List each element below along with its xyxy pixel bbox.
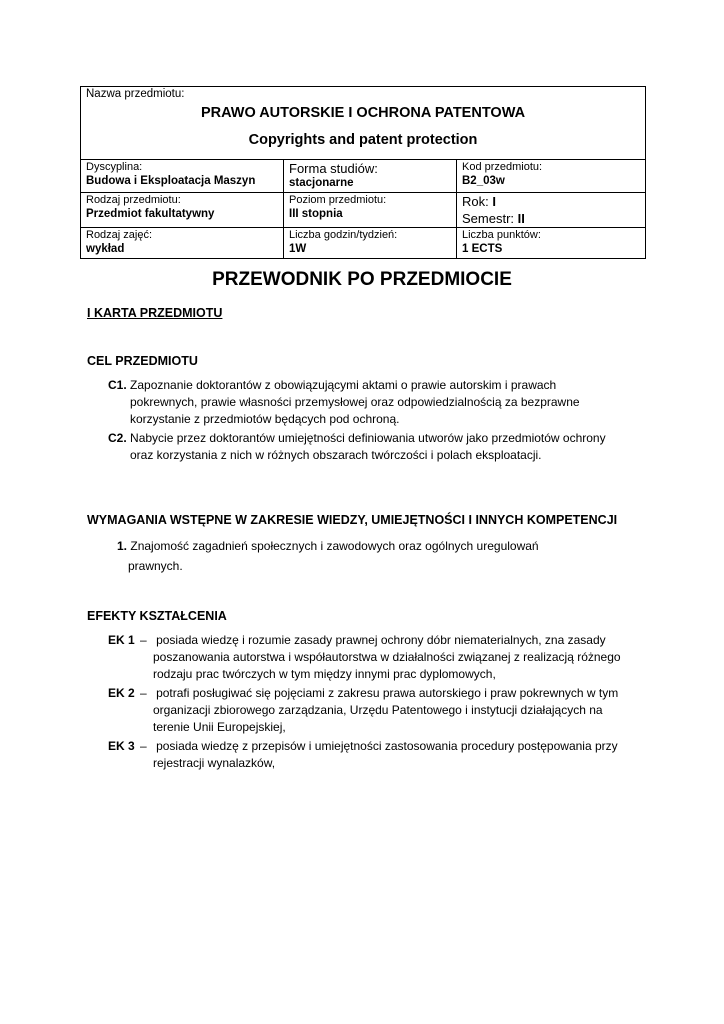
hours-value: 1W [289,243,307,255]
outcome-item-ek1 [108,632,648,683]
goal-line: Zapoznanie doktorantów z obowiązującymi aktami o prawie autorskim i prawach [130,378,557,392]
requirements-heading: WYMAGANIA WSTĘPNE W ZAKRESIE WIEDZY, UMIEJĘTNOŚCI I INNYCH KOMPETENCJI [87,513,618,527]
discipline-cell [81,160,284,193]
year-line [462,194,640,209]
goal-item-c2 [108,430,640,464]
outcome-code: EK 2 [108,686,135,700]
subject-type-cell [81,193,284,228]
outcome-dash: – [140,686,147,700]
subject-info-table [80,86,646,259]
level-cell [284,193,457,228]
level-label: Poziom przedmiotu: [289,194,387,206]
semester-line [462,211,640,226]
requirement-line: prawnych. [128,559,183,573]
goal-line: Nabycie przez doktorantów umiejętności definiowania utworów jako przedmiotów ochrony [130,431,606,445]
outcome-line: terenie Unii Europejskiej, [153,720,286,734]
subject-code-cell [457,160,646,193]
study-form-label: Forma studiów: [289,161,378,176]
requirement-line: Znajomość zagadnień społecznych i zawodowych oraz ogólnych uregulowań [130,539,539,553]
subject-name-label: Nazwa przedmiotu: [86,88,185,100]
subject-type-value: Przedmiot fakultatywny [86,208,215,220]
outcomes-heading: EFEKTY KSZTAŁCENIA [87,609,227,623]
goal-item-c1 [108,377,640,428]
outcome-code: EK 1 [108,633,135,647]
goal-line: oraz korzystania z nich w różnych obszarach twórczości i polach eksploatacji. [130,448,542,462]
semester-value: II [517,211,525,226]
points-value: 1 ECTS [462,243,503,255]
outcome-line: posiada wiedzę z przepisów i umiejętności zastosowania procedury postępowania przy [156,739,618,753]
study-form-cell [284,160,457,193]
points-label: Liczba punktów: [462,229,541,241]
outcome-line: posiada wiedzę i rozumie zasady prawnej ochrony dóbr niematerialnych, zna zasady [156,633,606,647]
class-type-cell [81,228,284,259]
outcome-code: EK 3 [108,739,135,753]
goals-heading: CEL PRZEDMIOTU [87,354,198,368]
subject-type-label: Rodzaj przedmiotu: [86,194,181,206]
outcome-item-ek3 [108,738,648,772]
card-heading: I KARTA PRZEDMIOTU [87,306,223,320]
study-form-value: stacjonarne [289,177,354,189]
class-type-value: wykład [86,243,125,255]
outcome-dash: – [140,633,147,647]
guide-title: PRZEWODNIK PO PRZEDMIOCIE [212,269,512,290]
level-value: III stopnia [289,208,343,220]
points-cell [457,228,646,259]
year-value: I [492,194,496,209]
goal-line: pokrewnych, prawie własności przemysłowej oraz odpowiedzialnością za bezprawne [130,395,580,409]
requirement-code: 1. [117,539,128,553]
outcome-line: poszanowania autorstwa i współautorstwa w działalności związanej z realizacją różnego [153,650,621,664]
goal-code: C1. [108,378,127,392]
outcome-dash: – [140,739,147,753]
hours-label: Liczba godzin/tydzień: [289,229,398,241]
subject-code-label: Kod przedmiotu: [462,161,543,173]
subject-title-en: Copyrights and patent protection [248,132,478,148]
discipline-value: Budowa i Eksploatacja Maszyn [86,175,256,187]
discipline-label: Dyscyplina: [86,161,143,173]
hours-cell [284,228,457,259]
year-semester-cell [457,193,646,228]
outcome-item-ek2 [108,685,648,736]
outcome-line: rejestracji wynalazków, [153,756,276,770]
semester-label: Semestr: [462,211,515,226]
goal-code: C2. [108,431,127,445]
outcome-line: potrafi posługiwać się pojęciami z zakresu prawa autorskiego i praw pokrewnych w tym [156,686,619,700]
requirement-item-1 [117,536,617,576]
subject-name-cell [81,87,646,160]
class-type-label: Rodzaj zajęć: [86,229,153,241]
subject-title-pl: PRAWO AUTORSKIE I OCHRONA PATENTOWA [200,105,526,121]
year-label: Rok: [462,194,489,209]
goal-line: korzystanie z przedmiotów będących pod ochroną. [130,412,400,426]
subject-code-value: B2_03w [462,175,505,187]
outcome-line: rodzaju prac twórczych w tym między innymi prac dyplomowych, [153,667,496,681]
outcome-line: organizacji zbiorowego zarządzania, Urzędu Patentowego i instytucji działających na [153,703,603,717]
